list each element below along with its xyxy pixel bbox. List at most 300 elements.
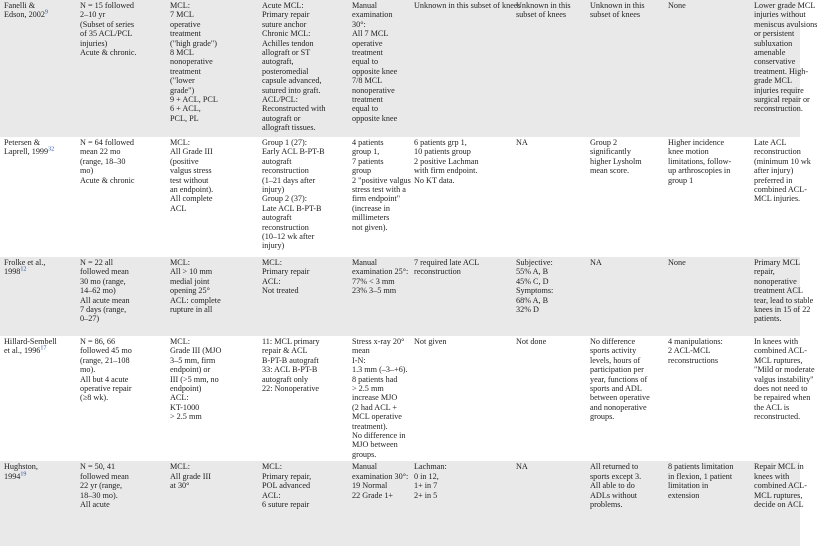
cell-text-line: extension xyxy=(668,490,700,500)
study-name-line2 xyxy=(4,472,73,481)
subjective-cell xyxy=(512,0,586,137)
cell-text-line: autograft xyxy=(262,156,292,166)
cell-text-line: Subjective: xyxy=(516,258,553,267)
cell-text-line: 22: Nonoperative xyxy=(262,384,320,394)
treatment-cell xyxy=(258,257,348,336)
grade-cell xyxy=(166,257,258,336)
cell-text-line: endpoint) xyxy=(170,384,202,394)
cell-text-line: mean xyxy=(352,346,370,356)
cell-text-line: valgus stress xyxy=(170,166,212,176)
study-name: Petersen & xyxy=(4,138,41,147)
cell-text-line: 8 patients had xyxy=(352,374,398,384)
cell-text-line: Lachman: xyxy=(414,462,447,472)
study-cell xyxy=(0,257,76,336)
cell-text-line: amenable xyxy=(754,48,786,58)
grade-cell xyxy=(166,336,258,461)
cell-text-line: subset of knees xyxy=(590,10,641,20)
cell-text-line: (range, 18–30 xyxy=(80,156,126,166)
complications-cell xyxy=(664,257,750,336)
cell-text-line: group 1 xyxy=(668,175,694,185)
cell-text-line: be repaired when xyxy=(754,393,811,403)
cell-text-line: Manual xyxy=(352,1,378,10)
function-cell xyxy=(586,0,664,137)
cell-text-line: autograft, xyxy=(262,57,294,67)
conclusion-cell xyxy=(750,336,815,461)
patients-cell xyxy=(76,461,166,546)
cell-text-line: III (>5 mm, no xyxy=(170,374,219,384)
cell-text-line: PCL, PL xyxy=(170,113,199,123)
cell-text-line: operative xyxy=(170,19,201,29)
cell-text-line: MCL: xyxy=(170,337,191,346)
cell-text-line: MCL: xyxy=(170,258,191,267)
cell-text-line: N = 15 followed xyxy=(80,1,134,10)
treatment-cell xyxy=(258,461,348,546)
cell-text-line: MCL: xyxy=(262,258,283,267)
cell-text-line: limitation in xyxy=(668,481,709,491)
cell-text-line: MCL: xyxy=(170,138,191,147)
cell-text-line: combined ACL- xyxy=(754,346,807,356)
subjective-cell xyxy=(512,461,586,546)
study-cell xyxy=(0,461,76,546)
cell-text-line: MCL operative xyxy=(352,412,402,422)
cell-text-line: 30°: xyxy=(352,19,366,29)
cell-text-line: 6 patients grp 1, xyxy=(414,138,467,147)
cell-text-line: KT-1000 xyxy=(170,402,200,412)
cell-text-line: sports except 3. xyxy=(590,471,642,481)
study-name-line2 xyxy=(4,10,73,19)
cell-text-line: 0–27) xyxy=(80,314,100,324)
cell-text-line: All grade III xyxy=(170,471,211,481)
study-year: et al., 1996 xyxy=(4,346,41,356)
cell-text-line: operative xyxy=(352,38,383,48)
cell-text-line: valgus instability" xyxy=(754,374,814,384)
cell-text-line: B-PT-B autograft xyxy=(262,355,319,365)
cell-text-line: (1–21 days after xyxy=(262,175,316,185)
cell-text-line: opposite knee xyxy=(352,66,398,76)
cell-text-line: ("high grade") xyxy=(170,38,217,48)
reference-number: 17 xyxy=(40,345,47,352)
cell-text-line: not given). xyxy=(352,222,388,232)
function-cell xyxy=(586,461,664,546)
grade-cell xyxy=(166,137,258,257)
cell-text-line: nonoperative xyxy=(352,85,395,95)
cell-text-line: or persistent xyxy=(754,29,795,39)
cell-text-line: treatment xyxy=(170,66,201,76)
cell-text-line: 6 suture repair xyxy=(262,499,310,509)
cell-text-line: conservative xyxy=(754,57,796,67)
cell-text-line: injuries) xyxy=(80,38,108,48)
cell-text-line: Early ACL B-PT-B xyxy=(262,147,325,157)
cell-text-line: group 1, xyxy=(352,147,380,157)
reference-number: 9 xyxy=(44,9,48,16)
cell-text-line: 3–5 mm, firm xyxy=(170,355,216,365)
cell-text-line: Acute MCL: xyxy=(262,1,304,10)
cell-text-line: repair & ACL xyxy=(262,346,308,356)
cell-text-line: autograft or xyxy=(262,113,301,123)
cell-text-line: opening 25° xyxy=(170,286,210,296)
cell-text-line: 68% A, B xyxy=(516,295,549,305)
cell-text-line: ACL: complete xyxy=(170,295,221,305)
cell-text-line: Achilles tendon xyxy=(262,38,314,48)
cell-text-line: 2 ACL-MCL xyxy=(668,346,711,356)
cell-text-line: reconstructed. xyxy=(754,412,801,422)
cell-text-line: 23% 3–5 mm xyxy=(352,286,397,296)
medial-laxity-cell xyxy=(348,137,410,257)
cell-text-line: meniscus avulsions xyxy=(754,19,817,29)
complications-cell xyxy=(664,461,750,546)
cell-text-line: 55% A, B xyxy=(516,267,549,277)
cell-text-line: (increase in xyxy=(352,203,390,213)
cell-text-line: treatment xyxy=(352,95,383,105)
cell-text-line: 2 positive Lachman xyxy=(414,156,479,166)
cell-text-line: endpoint) or xyxy=(170,365,211,375)
cell-text-line: No difference xyxy=(590,337,636,346)
table-row xyxy=(0,257,800,336)
cell-text-line: 0 in 12, xyxy=(414,471,439,481)
study-name: Fanelli & xyxy=(4,1,36,10)
cell-text-line: I-N: xyxy=(352,355,366,365)
cell-text-line: 8 patients limitation xyxy=(668,462,734,472)
cell-text-line: (2 had ACL + xyxy=(352,402,398,412)
cell-text-line: knees with xyxy=(754,471,790,481)
patients-cell xyxy=(76,0,166,137)
cell-text-line: N = 64 followed xyxy=(80,138,134,147)
treatment-cell xyxy=(258,137,348,257)
cell-text-line: (positive xyxy=(170,156,199,166)
cell-text-line: sports activity xyxy=(590,346,637,356)
medial-laxity-cell xyxy=(348,257,410,336)
cell-text-line: Late ACL B-PT-B xyxy=(262,203,322,213)
cell-text-line: MCL: xyxy=(170,462,191,472)
treatment-cell xyxy=(258,0,348,137)
cell-text-line: Reconstructed with xyxy=(262,104,326,114)
study-year: 1994 xyxy=(4,471,21,481)
cell-text-line: No KT data. xyxy=(414,175,455,185)
cell-text-line: Group 2 xyxy=(590,138,618,147)
cell-text-line: 33: ACL B-PT-B xyxy=(262,365,318,375)
cell-text-line: Acute & chronic xyxy=(80,175,135,185)
cell-text-line: N = 50, 41 xyxy=(80,462,116,472)
cell-text-line: All 7 MCL xyxy=(352,29,389,39)
cell-text-line: ACL: xyxy=(262,276,281,286)
study-name-line2 xyxy=(4,147,73,156)
cell-text-line: All acute xyxy=(80,499,110,509)
cell-text-line: N = 86, 66 xyxy=(80,337,116,346)
cell-text-line: injuries without xyxy=(754,10,806,20)
cell-text-line: ("lower xyxy=(170,76,195,86)
function-cell xyxy=(586,137,664,257)
cell-text-line: combined ACL- xyxy=(754,481,807,491)
cell-text-line: Higher incidence xyxy=(668,138,725,147)
cell-text-line: year, functions of xyxy=(590,374,648,384)
cell-text-line: equal to xyxy=(352,57,379,67)
cell-text-line: ADLs without xyxy=(590,490,638,500)
cell-text-line: Primary repair xyxy=(262,267,310,277)
cell-text-line: treatment). xyxy=(352,421,388,431)
cell-text-line: Unknown in this xyxy=(516,1,571,10)
cell-text-line: (range, 21–108 xyxy=(80,355,130,365)
cell-text-line: None xyxy=(668,258,686,267)
cell-text-line: an endpoint). xyxy=(170,185,214,195)
cell-text-line: Manual xyxy=(352,462,378,472)
cell-text-line: followed mean xyxy=(80,267,129,277)
cell-text-line: followed 45 mo xyxy=(80,346,132,356)
reference-number: 32 xyxy=(48,146,55,153)
cell-text-line: Repair MCL in xyxy=(754,462,804,472)
cell-text-line: reconstruction xyxy=(262,166,309,176)
cell-text-line: levels, hours of xyxy=(590,355,641,365)
cell-text-line: 7 required late ACL xyxy=(414,258,480,267)
cell-text-line: 30 mo (range, xyxy=(80,276,126,286)
cell-text-line: after injury) xyxy=(754,166,794,176)
cell-text-line: MCL ruptures, xyxy=(754,490,803,500)
cell-text-line: mean score. xyxy=(590,166,630,176)
study-cell xyxy=(0,0,76,137)
cell-text-line: Unknown in this xyxy=(590,1,645,10)
cell-text-line: suture anchor xyxy=(262,19,307,29)
cell-text-line: grade") xyxy=(170,85,195,95)
cell-text-line: significantly xyxy=(590,147,631,157)
cell-text-line: Lower grade MCL xyxy=(754,1,816,10)
cell-text-line: Acute & chronic. xyxy=(80,48,137,58)
cell-text-line: stress test with a xyxy=(352,185,406,195)
cell-text-line: reconstruction xyxy=(414,267,461,277)
cell-text-line: Group 2 (37): xyxy=(262,194,308,204)
cell-text-line: examination 30°: xyxy=(352,471,409,481)
anterior-laxity-cell xyxy=(410,257,512,336)
cell-text-line: 22 yr (range, xyxy=(80,481,123,491)
cell-text-line: 2+ in 5 xyxy=(414,490,438,500)
study-year: Edson, 2002 xyxy=(4,10,45,20)
study-cell xyxy=(0,336,76,461)
cell-text-line: sports and ADL xyxy=(590,384,642,394)
cell-text-line: nonoperative xyxy=(754,276,797,286)
cell-text-line: medial joint xyxy=(170,276,210,286)
cell-text-line: firm endpoint" xyxy=(352,194,401,204)
cell-text-line: Manual xyxy=(352,258,378,267)
cell-text-line: All but 4 acute xyxy=(80,374,129,384)
cell-text-line: treatment ACL xyxy=(754,286,803,296)
cell-text-line: MCL: xyxy=(262,462,283,472)
cell-text-line: autograft xyxy=(262,213,292,223)
cell-text-line: posteromedial xyxy=(262,66,309,76)
patients-cell xyxy=(76,137,166,257)
cell-text-line: autograft only xyxy=(262,374,309,384)
cell-text-line: 11: MCL primary xyxy=(262,337,320,346)
treatment-cell xyxy=(258,336,348,461)
cell-text-line: 6 + ACL, xyxy=(170,104,201,114)
cell-text-line: 32% D xyxy=(516,305,539,315)
cell-text-line: All Grade III xyxy=(170,147,213,157)
cell-text-line: NA xyxy=(516,138,528,147)
cell-text-line: reconstruction. xyxy=(754,104,803,114)
anterior-laxity-cell xyxy=(410,461,512,546)
medial-laxity-cell xyxy=(348,0,410,137)
cell-text-line: participation per xyxy=(590,365,644,375)
table-row xyxy=(0,0,800,137)
study-name: Hillard-Sembell xyxy=(4,337,57,346)
cell-text-line: mean 22 mo xyxy=(80,147,121,157)
cell-text-line: surgical repair or xyxy=(754,95,810,105)
cell-text-line: groups. xyxy=(590,412,615,422)
cell-text-line: examination xyxy=(352,10,393,20)
cell-text-line: reconstruction xyxy=(262,222,309,232)
patients-cell xyxy=(76,336,166,461)
conclusion-cell xyxy=(750,137,811,257)
study-name: Frolke et al., xyxy=(4,258,46,267)
cell-text-line: No difference in xyxy=(352,431,406,441)
table-row xyxy=(0,137,800,257)
cell-text-line: grade MCL xyxy=(754,76,792,86)
cell-text-line: injuries require xyxy=(754,85,804,95)
cell-text-line: Late ACL xyxy=(754,138,787,147)
cell-text-line: POL advanced xyxy=(262,481,311,491)
cell-text-line: 4 patients xyxy=(352,138,384,147)
cell-text-line: (Subset of series xyxy=(80,19,135,29)
cell-text-line: followed mean xyxy=(80,471,129,481)
cell-text-line: 1.3 mm (–3–+6). xyxy=(352,365,408,375)
cell-text-line: > 2.5 mm xyxy=(170,412,202,422)
cell-text-line: NA xyxy=(590,258,602,267)
conclusion-cell xyxy=(750,461,807,546)
cell-text-line: treatment xyxy=(352,48,383,58)
cell-text-line: repair, xyxy=(754,267,775,277)
cell-text-line: ACL: xyxy=(170,393,189,403)
cell-text-line: (10–12 wk after xyxy=(262,232,315,242)
cell-text-line: and nonoperative xyxy=(590,402,647,412)
cell-text-line: All complete xyxy=(170,194,213,204)
anterior-laxity-cell xyxy=(410,336,512,461)
cell-text-line: sutured into graft. xyxy=(262,85,321,95)
study-year: 1998 xyxy=(4,267,21,277)
cell-text-line: up arthroscopies in xyxy=(668,166,731,176)
cell-text-line: does not need to xyxy=(754,384,808,394)
cell-text-line: higher Lysholm xyxy=(590,156,642,166)
cell-text-line: 2 "positive valgus xyxy=(352,175,411,185)
subjective-cell xyxy=(512,137,586,257)
reference-number: 19 xyxy=(20,470,27,477)
cell-text-line: patients. xyxy=(754,314,782,324)
reference-number: 12 xyxy=(20,266,27,273)
cell-text-line: (minimum 10 wk xyxy=(754,156,811,166)
cell-text-line: in flexion, 1 patient xyxy=(668,471,733,481)
cell-text-line: rupture in all xyxy=(170,305,213,315)
conclusion-cell xyxy=(750,257,814,336)
cell-text-line: > 2.5 mm xyxy=(352,384,384,394)
cell-text-line: millimeters xyxy=(352,213,390,223)
study-name-line2 xyxy=(4,346,73,355)
cell-text-line: ACL: xyxy=(262,490,281,500)
complications-cell xyxy=(664,0,750,137)
cell-text-line: 77% < 3 mm xyxy=(352,276,395,286)
cell-text-line: ACL/PCL: xyxy=(262,95,298,105)
cell-text-line: knee motion xyxy=(668,147,709,157)
cell-text-line: knees in 15 of 22 xyxy=(754,305,811,315)
subjective-cell xyxy=(512,257,586,336)
cell-text-line: 19 Normal xyxy=(352,481,388,491)
cell-text-line: preferred in xyxy=(754,175,793,185)
study-name-line2 xyxy=(4,267,73,276)
cell-text-line: between operative xyxy=(590,393,650,403)
cell-text-line: 7/8 MCL xyxy=(352,76,383,86)
cell-text-line: ACL xyxy=(170,203,187,213)
study-year: Laprell, 1999 xyxy=(4,147,49,157)
cell-text-line: 9 + ACL, PCL xyxy=(170,95,218,105)
grade-cell xyxy=(166,0,258,137)
cell-text-line: 4 manipulations: xyxy=(668,337,723,346)
conclusion-cell xyxy=(750,0,817,137)
cell-text-line: 7 patients xyxy=(352,156,384,166)
cell-text-line: mo) xyxy=(80,166,94,176)
cell-text-line: 14–62 mo) xyxy=(80,286,116,296)
cell-text-line: subluxation xyxy=(754,38,793,48)
cell-text-line: Primary repair, xyxy=(262,471,312,481)
complications-cell xyxy=(664,336,750,461)
cell-text-line: MJO between xyxy=(352,440,398,450)
cell-text-line: Symptoms: xyxy=(516,286,554,296)
cell-text-line: limitations, follow- xyxy=(668,156,732,166)
cell-text-line: injury) xyxy=(262,185,285,195)
cell-text-line: All returned to xyxy=(590,462,639,472)
grade-cell xyxy=(166,461,258,546)
cell-text-line: 2–10 yr xyxy=(80,10,106,20)
cell-text-line: increase MJO xyxy=(352,393,398,403)
cell-text-line: capsule advanced, xyxy=(262,76,322,86)
cell-text-line: mo). xyxy=(80,365,96,375)
study-name: Hughston, xyxy=(4,462,38,472)
cell-text-line: 18–30 mo). xyxy=(80,490,118,500)
function-cell xyxy=(586,336,664,461)
cell-text-line: "Mild or moderate xyxy=(754,365,815,375)
patients-cell xyxy=(76,257,166,336)
cell-text-line: In knees with xyxy=(754,337,799,346)
cell-text-line: Not done xyxy=(516,337,547,346)
cell-text-line: MCL injuries. xyxy=(754,194,801,204)
cell-text-line: 22 Grade 1+ xyxy=(352,490,393,500)
cell-text-line: Not given xyxy=(414,337,447,346)
cell-text-line: Chronic MCL: xyxy=(262,29,311,39)
cell-text-line: combined ACL- xyxy=(754,185,807,195)
cell-text-line: operative repair xyxy=(80,384,132,394)
cell-text-line: All acute mean xyxy=(80,295,130,305)
cell-text-line: with firm endpoint. xyxy=(414,166,478,176)
cell-text-line: reconstruction xyxy=(754,147,801,157)
cell-text-line: of 35 ACL/PCL xyxy=(80,29,133,39)
cell-text-line: 7 MCL xyxy=(170,10,194,20)
cell-text-line: N = 22 all xyxy=(80,258,114,267)
cell-text-line: group xyxy=(352,166,372,176)
cell-text-line: NA xyxy=(516,462,528,472)
cell-text-line: nonoperative xyxy=(170,57,213,67)
cell-text-line: Primary repair xyxy=(262,10,310,20)
subjective-cell xyxy=(512,336,586,461)
medial-laxity-cell xyxy=(348,461,410,546)
cell-text-line: subset of knees xyxy=(516,10,567,20)
cell-text-line: MCL: xyxy=(170,1,191,10)
complications-cell xyxy=(664,137,750,257)
cell-text-line: problems. xyxy=(590,499,623,509)
cell-text-line: tear, lead to stable xyxy=(754,295,814,305)
table-row xyxy=(0,336,800,461)
cell-text-line: (≥8 wk). xyxy=(80,393,109,403)
cell-text-line: groups. xyxy=(352,449,377,459)
medial-laxity-cell xyxy=(348,336,410,461)
cell-text-line: reconstructions xyxy=(668,355,719,365)
cell-text-line: 45% C, D xyxy=(516,276,549,286)
cell-text-line: All > 10 mm xyxy=(170,267,213,277)
anterior-laxity-cell xyxy=(410,137,512,257)
cell-text-line: equal to xyxy=(352,104,379,114)
